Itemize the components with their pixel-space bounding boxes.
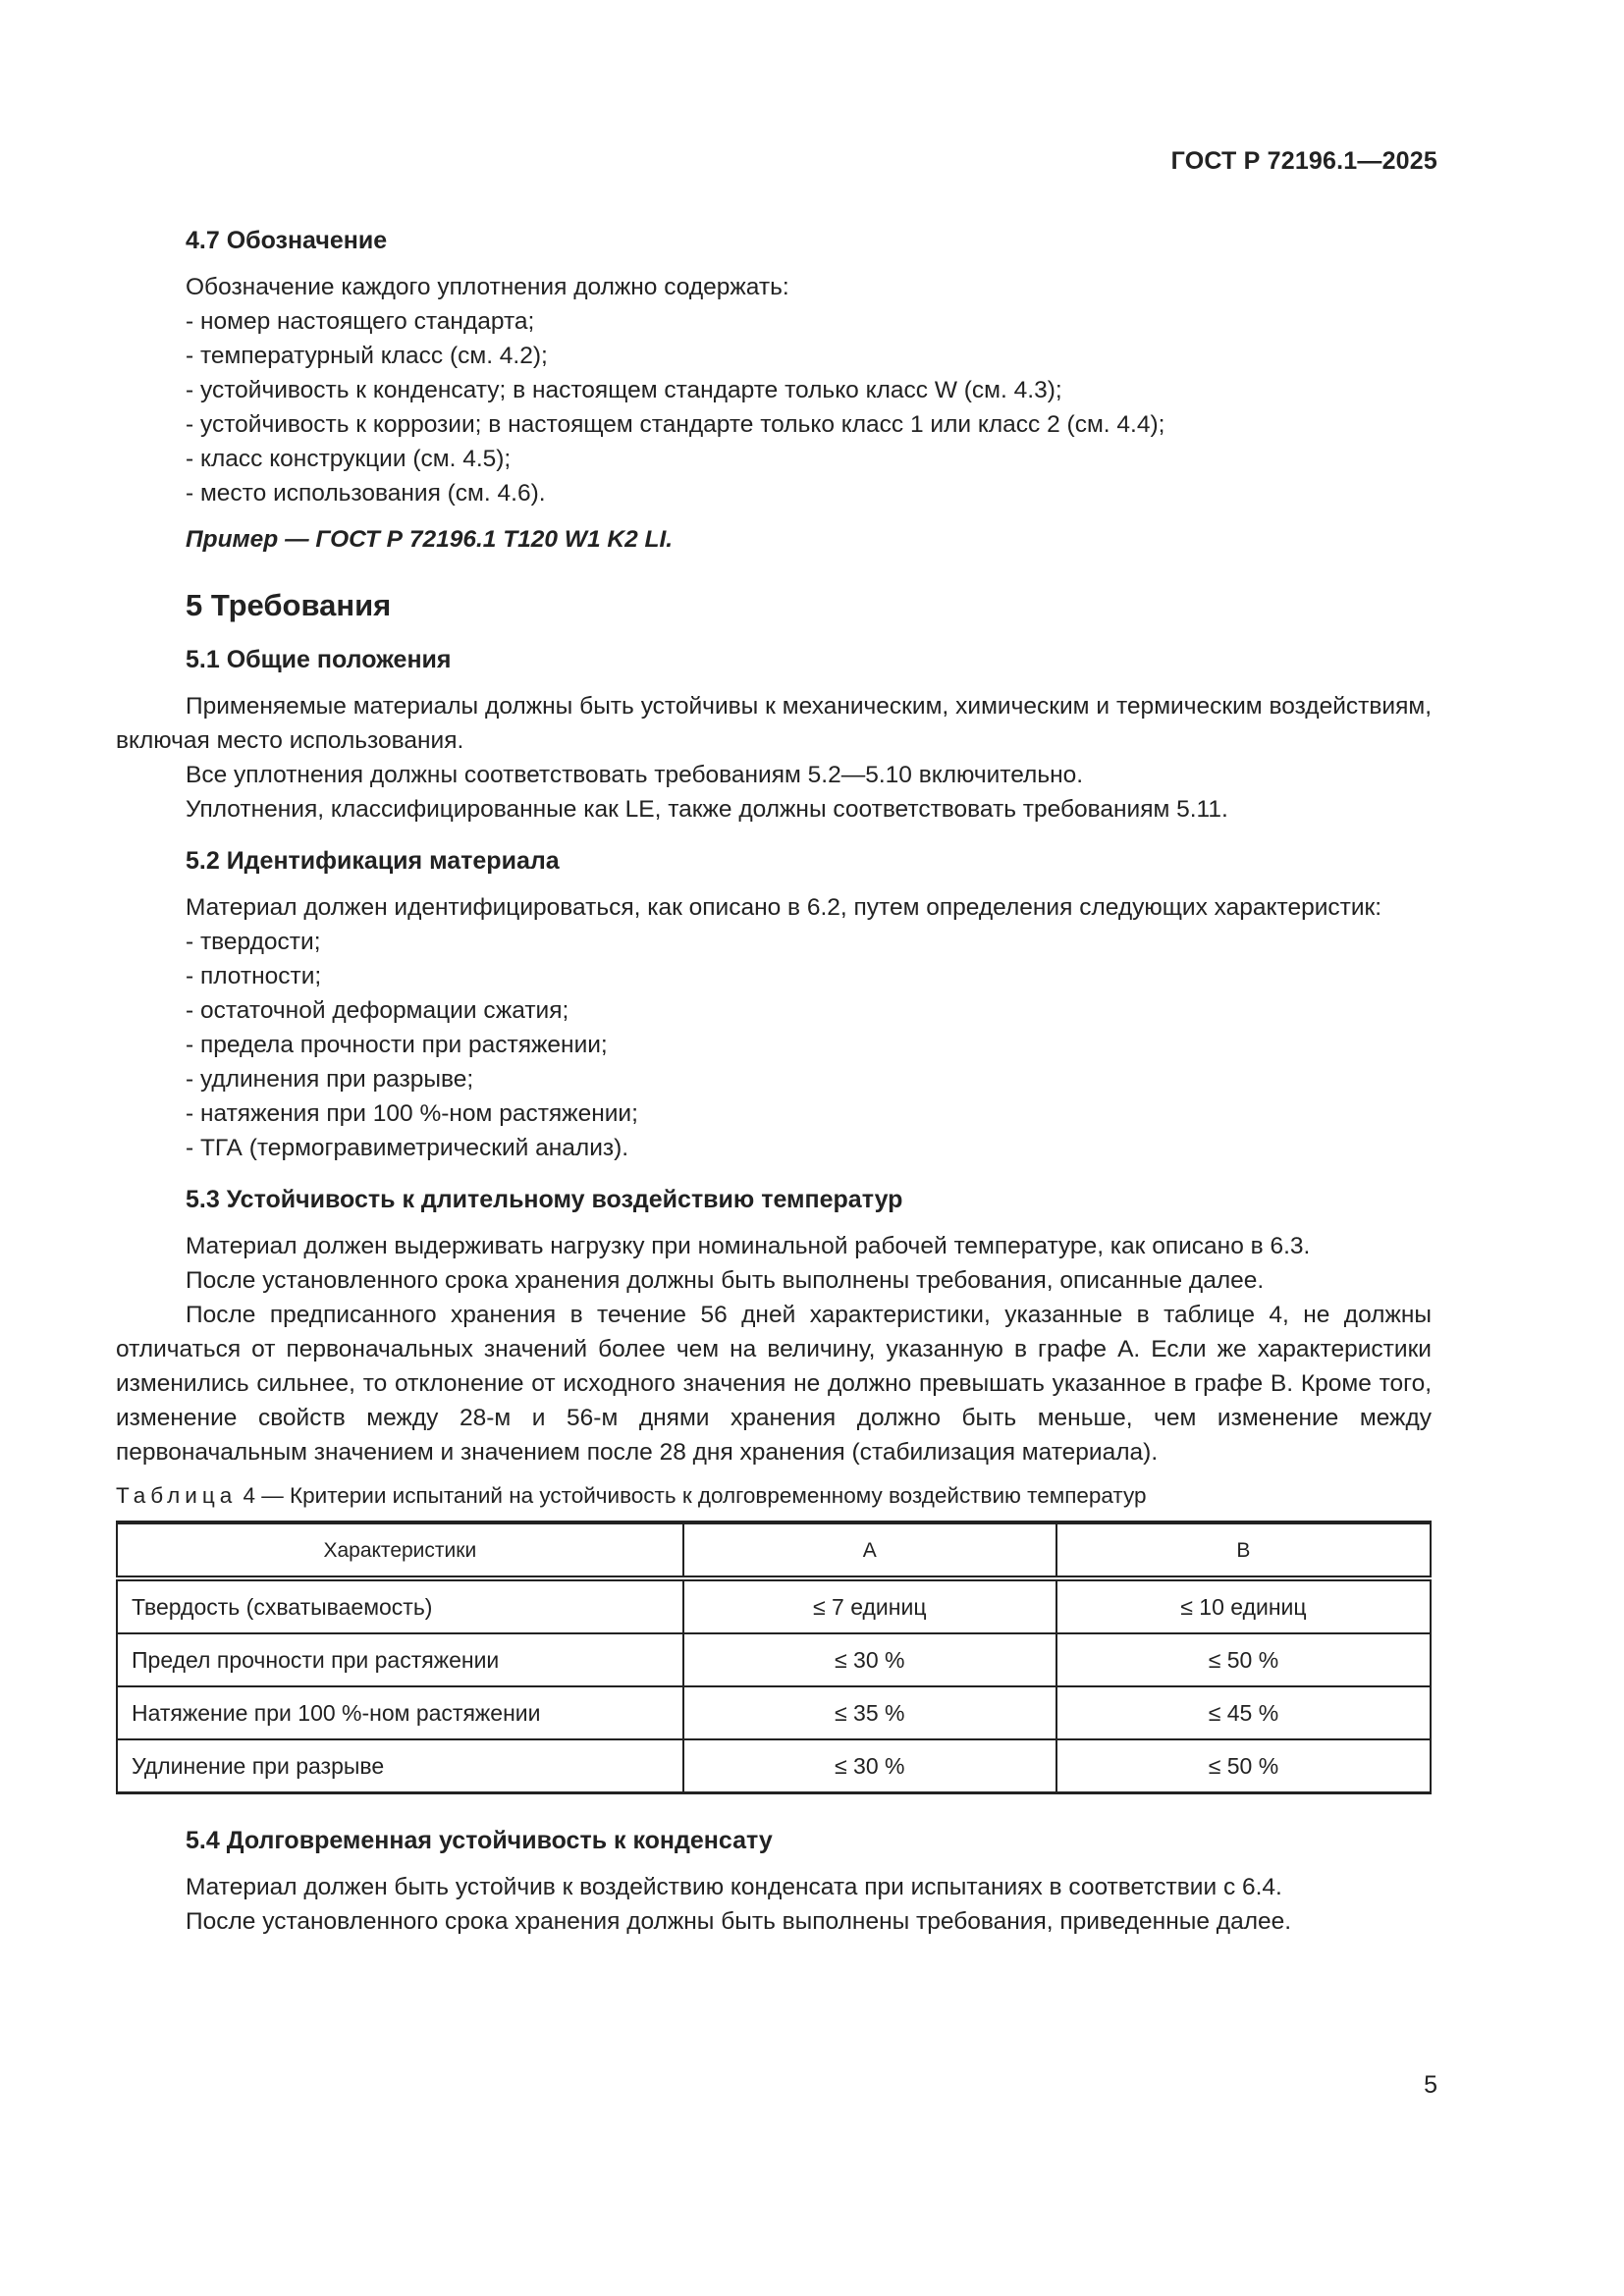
list-item: - остаточной деформации сжатия; xyxy=(186,997,569,1024)
section-5-title: 5 Требования xyxy=(186,588,392,622)
list-item: - плотности; xyxy=(186,963,322,989)
page-content xyxy=(116,224,1432,1939)
paragraph: Все уплотнения должны соответствовать требованиям 5.2—5.10 включительно. xyxy=(186,762,1084,788)
cell-a: ≤ 30 % xyxy=(683,1739,1056,1793)
section-5-4-title: 5.4 Долговременная устойчивость к конденсату xyxy=(186,1827,773,1854)
list-item: - ТГА (термогравиметрический анализ). xyxy=(186,1135,629,1161)
list-item: - твердости; xyxy=(186,929,321,955)
list-item: - температурный класс (см. 4.2); xyxy=(186,343,548,369)
table-row xyxy=(117,1739,1431,1793)
criteria-table xyxy=(116,1521,1432,1794)
cell-a: ≤ 30 % xyxy=(683,1633,1056,1686)
list-item: - номер настоящего стандарта; xyxy=(186,308,535,335)
cell-a: ≤ 35 % xyxy=(683,1686,1056,1739)
cell-a: ≤ 7 единиц xyxy=(683,1578,1056,1633)
column-header-a: A xyxy=(683,1522,1056,1578)
paragraph: Применяемые материалы должны быть устойчивы к механическим, химическим и термическим воздействиям, включая место использования. xyxy=(116,693,1432,754)
paragraph: Материал должен быть устойчив к воздействию конденсата при испытаниях в соответствии с 6.4. xyxy=(186,1874,1282,1900)
list-item: - удлинения при разрыве; xyxy=(186,1066,474,1093)
section-4-7-title: 4.7 Обозначение xyxy=(186,227,388,254)
cell-b: ≤ 50 % xyxy=(1056,1633,1431,1686)
table-row xyxy=(117,1686,1431,1739)
paragraph: Уплотнения, классифицированные как LE, также должны соответствовать требованиям 5.11. xyxy=(186,796,1228,823)
section-5-1-title: 5.1 Общие положения xyxy=(186,646,452,673)
list-item: - устойчивость к коррозии; в настоящем стандарте только класс 1 или класс 2 (см. 4.4); xyxy=(186,411,1165,438)
page-number: 5 xyxy=(1424,2071,1437,2099)
cell-b: ≤ 45 % xyxy=(1056,1686,1431,1739)
list-item: - натяжения при 100 %-ном растяжении; xyxy=(186,1100,638,1127)
designation-example: Пример — ГОСТ Р 72196.1 T120 W1 K2 LI. xyxy=(186,526,674,553)
paragraph: Материал должен выдерживать нагрузку при номинальной рабочей температуре, как описано в 6.3. xyxy=(186,1233,1311,1259)
paragraph: После установленного срока хранения должны быть выполнены требования, описанные далее. xyxy=(186,1267,1265,1294)
cell-b: ≤ 10 единиц xyxy=(1056,1578,1431,1633)
section-5-2-intro: Материал должен идентифицироваться, как описано в 6.2, путем определения следующих характеристик: xyxy=(186,894,1382,921)
column-header-characteristics: Характеристики xyxy=(117,1522,683,1578)
document-code-header: ГОСТ Р 72196.1—2025 xyxy=(1170,147,1437,175)
list-item: - класс конструкции (см. 4.5); xyxy=(186,446,512,472)
cell-characteristic: Удлинение при разрыве xyxy=(117,1739,683,1793)
table-caption-label: Таблица xyxy=(116,1483,238,1508)
section-5-3-title: 5.3 Устойчивость к длительному воздействию температур xyxy=(186,1186,903,1213)
cell-b: ≤ 50 % xyxy=(1056,1739,1431,1793)
table-header-row xyxy=(117,1522,1431,1578)
table-row xyxy=(117,1633,1431,1686)
list-item: - устойчивость к конденсату; в настоящем стандарте только класс W (см. 4.3); xyxy=(186,377,1062,403)
list-item: - место использования (см. 4.6). xyxy=(186,480,546,507)
table-caption xyxy=(116,1481,1432,1511)
column-header-b: B xyxy=(1056,1522,1431,1578)
paragraph: После установленного срока хранения должны быть выполнены требования, приведенные далее. xyxy=(186,1908,1292,1935)
section-4-7-intro: Обозначение каждого уплотнения должно содержать: xyxy=(186,274,789,300)
paragraph: После предписанного хранения в течение 56 дней характеристики, указанные в таблице 4, не должны отличаться от первоначальных значений более чем на величину, указанную в графе А. Если же характеристики изменились сильнее, то отклонение от исходного значения не должно превышать указанное в графе В. Кроме того, изменение свойств между 28-м и 56-м днями хранения должно быть меньше, чем изменение между первоначальным значением и значением после 28 дня хранения (стабилизация материала). xyxy=(116,1302,1432,1466)
table-row xyxy=(117,1578,1431,1633)
table-caption-text: 4 — Критерии испытаний на устойчивость к долговременному воздействию температур xyxy=(237,1483,1147,1508)
list-item: - предела прочности при растяжении; xyxy=(186,1032,608,1058)
section-5-2-title: 5.2 Идентификация материала xyxy=(186,847,560,875)
cell-characteristic: Твердость (схватываемость) xyxy=(117,1578,683,1633)
cell-characteristic: Натяжение при 100 %-ном растяжении xyxy=(117,1686,683,1739)
cell-characteristic: Предел прочности при растяжении xyxy=(117,1633,683,1686)
